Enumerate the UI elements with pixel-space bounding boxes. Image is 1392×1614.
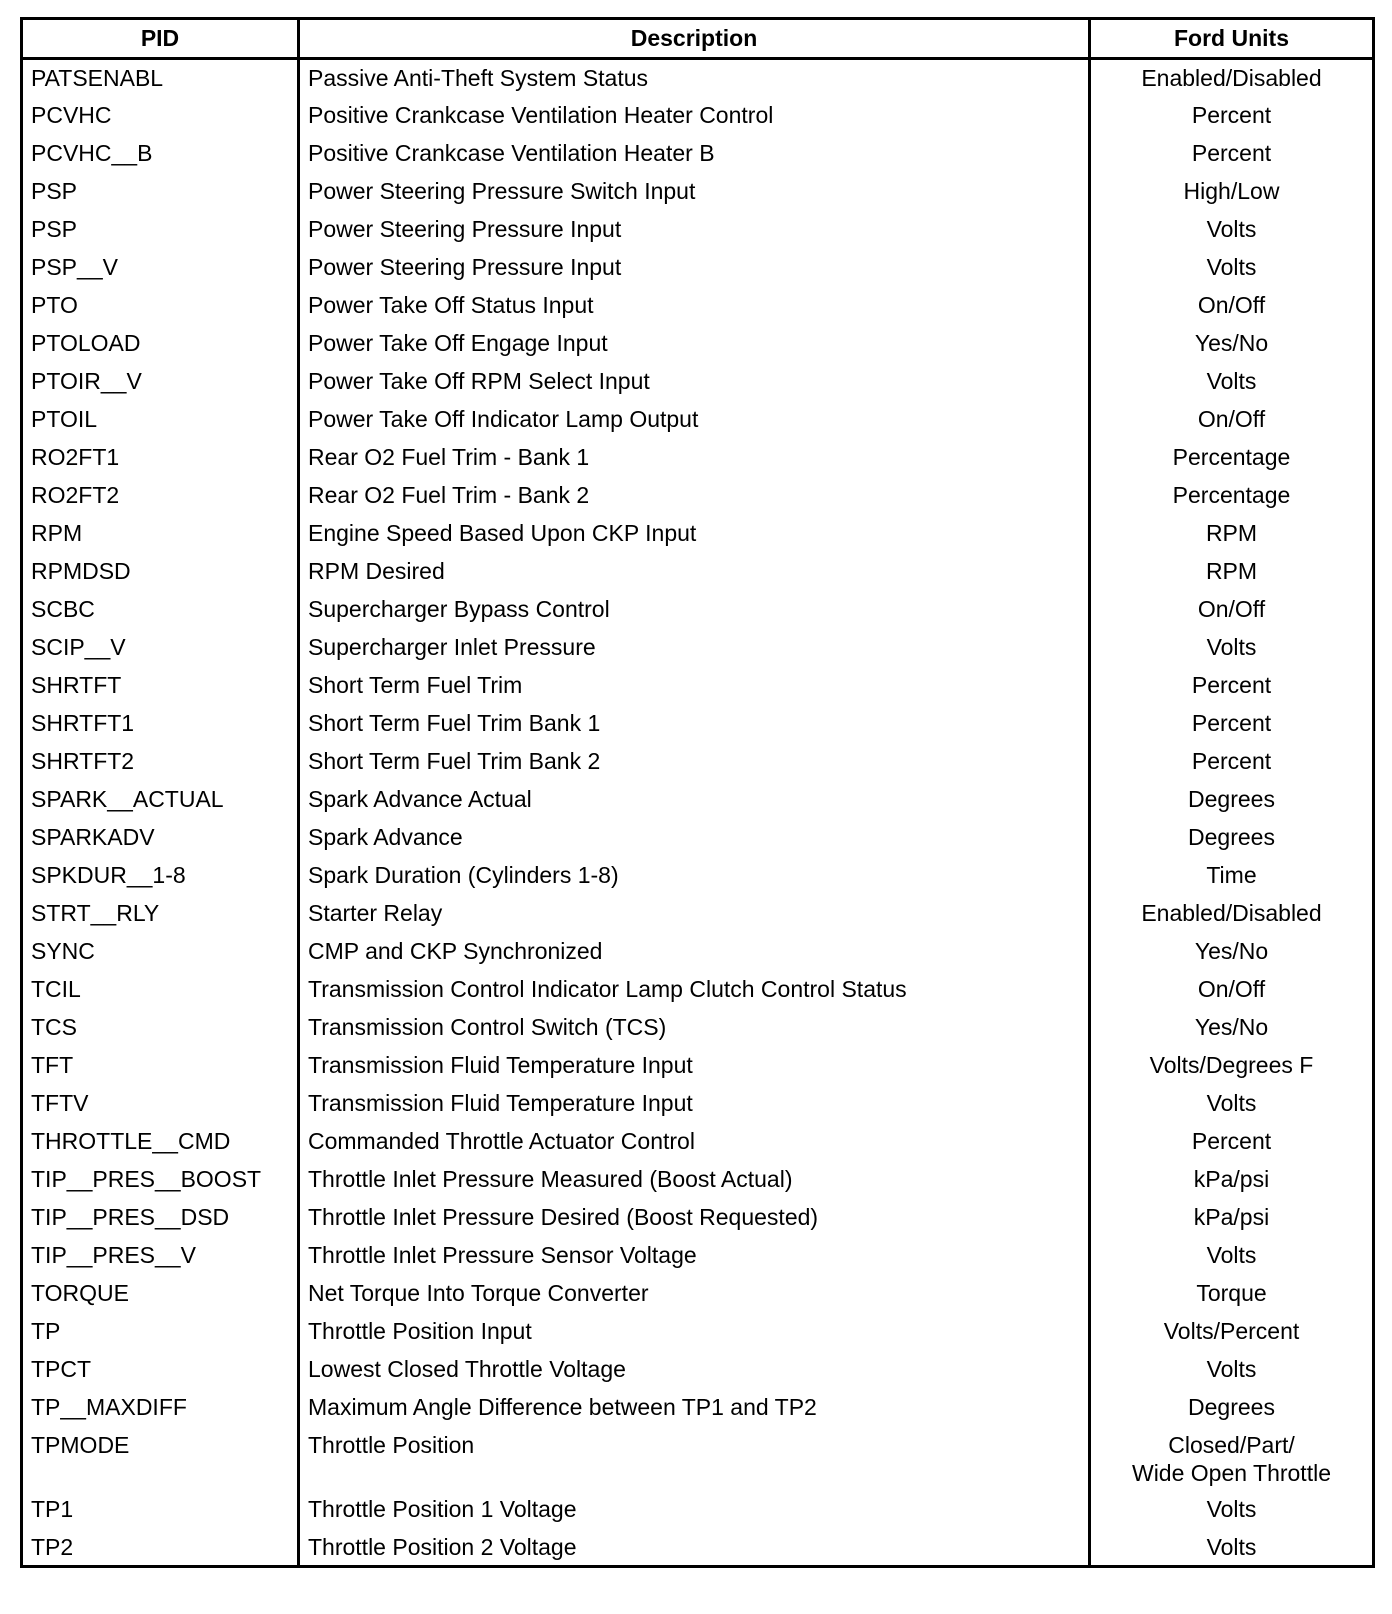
table-row — [22, 97, 1374, 135]
table-row — [22, 1199, 1374, 1237]
pid-table-sheet — [20, 17, 1372, 1568]
description-cell: Supercharger Bypass Control — [299, 591, 1090, 629]
description-cell: Throttle Position Input — [299, 1313, 1090, 1351]
description-cell: CMP and CKP Synchronized — [299, 933, 1090, 971]
units-cell: Volts/Percent — [1090, 1313, 1374, 1351]
units-cell: Volts — [1090, 1085, 1374, 1123]
pid-cell: RPMDSD — [22, 553, 299, 591]
table-row — [22, 173, 1374, 211]
pid-cell: RO2FT1 — [22, 439, 299, 477]
units-cell: Closed/Part/ Wide Open Throttle — [1090, 1427, 1374, 1491]
pid-cell: PSP__V — [22, 249, 299, 287]
table-row — [22, 363, 1374, 401]
units-cell: Percent — [1090, 667, 1374, 705]
units-cell: Volts — [1090, 629, 1374, 667]
table-row — [22, 439, 1374, 477]
pid-cell: TP__MAXDIFF — [22, 1389, 299, 1427]
table-row — [22, 1351, 1374, 1389]
table-row — [22, 1161, 1374, 1199]
units-cell: kPa/psi — [1090, 1161, 1374, 1199]
table-row — [22, 249, 1374, 287]
table-row — [22, 1427, 1374, 1491]
pid-cell: SYNC — [22, 933, 299, 971]
description-cell: Transmission Fluid Temperature Input — [299, 1085, 1090, 1123]
pid-cell: PATSENABL — [22, 59, 299, 97]
description-cell: Power Steering Pressure Input — [299, 249, 1090, 287]
units-cell: Time — [1090, 857, 1374, 895]
description-cell: Power Take Off Indicator Lamp Output — [299, 401, 1090, 439]
units-cell: Percent — [1090, 743, 1374, 781]
table-row — [22, 1009, 1374, 1047]
units-cell: Volts — [1090, 1351, 1374, 1389]
description-cell: Transmission Control Indicator Lamp Clutch Control Status — [299, 971, 1090, 1009]
description-cell: Spark Advance — [299, 819, 1090, 857]
description-cell: Throttle Inlet Pressure Desired (Boost Requested) — [299, 1199, 1090, 1237]
table-row — [22, 667, 1374, 705]
pid-cell: PSP — [22, 211, 299, 249]
pid-cell: SHRTFT2 — [22, 743, 299, 781]
pid-cell: SPKDUR__1-8 — [22, 857, 299, 895]
pid-cell: TFTV — [22, 1085, 299, 1123]
description-cell: Short Term Fuel Trim Bank 2 — [299, 743, 1090, 781]
table-row — [22, 781, 1374, 819]
units-cell: Volts — [1090, 1529, 1374, 1567]
table-row — [22, 1047, 1374, 1085]
units-cell: Enabled/Disabled — [1090, 895, 1374, 933]
pid-cell: TP2 — [22, 1529, 299, 1567]
pid-cell: SPARKADV — [22, 819, 299, 857]
pid-cell: TIP__PRES__V — [22, 1237, 299, 1275]
pid-cell: SCIP__V — [22, 629, 299, 667]
table-row — [22, 1085, 1374, 1123]
units-cell: Degrees — [1090, 1389, 1374, 1427]
pid-cell: PCVHC — [22, 97, 299, 135]
pid-cell: SHRTFT1 — [22, 705, 299, 743]
units-cell: RPM — [1090, 553, 1374, 591]
pid-cell: TPMODE — [22, 1427, 299, 1491]
table-row — [22, 325, 1374, 363]
pid-cell: SPARK__ACTUAL — [22, 781, 299, 819]
units-cell: Yes/No — [1090, 1009, 1374, 1047]
pid-cell: PTO — [22, 287, 299, 325]
table-row — [22, 287, 1374, 325]
pid-cell: TIP__PRES__DSD — [22, 1199, 299, 1237]
description-cell: Throttle Position 2 Voltage — [299, 1529, 1090, 1567]
pid-cell: TP — [22, 1313, 299, 1351]
pid-cell: RPM — [22, 515, 299, 553]
header-description: Description — [299, 19, 1090, 59]
pid-cell: TFT — [22, 1047, 299, 1085]
description-cell: Commanded Throttle Actuator Control — [299, 1123, 1090, 1161]
units-cell: Yes/No — [1090, 933, 1374, 971]
table-row — [22, 1237, 1374, 1275]
pid-cell: TORQUE — [22, 1275, 299, 1313]
units-cell: Percentage — [1090, 439, 1374, 477]
pid-cell: TCS — [22, 1009, 299, 1047]
table-row — [22, 477, 1374, 515]
units-cell: Degrees — [1090, 819, 1374, 857]
table-row — [22, 743, 1374, 781]
units-cell: Percent — [1090, 1123, 1374, 1161]
table-row — [22, 211, 1374, 249]
table-row — [22, 933, 1374, 971]
pid-cell: STRT__RLY — [22, 895, 299, 933]
table-row — [22, 59, 1374, 97]
description-cell: RPM Desired — [299, 553, 1090, 591]
table-row — [22, 401, 1374, 439]
description-cell: Throttle Inlet Pressure Sensor Voltage — [299, 1237, 1090, 1275]
units-cell: Volts — [1090, 1237, 1374, 1275]
description-cell: Spark Advance Actual — [299, 781, 1090, 819]
units-cell: On/Off — [1090, 401, 1374, 439]
description-cell: Throttle Position 1 Voltage — [299, 1491, 1090, 1529]
description-cell: Spark Duration (Cylinders 1-8) — [299, 857, 1090, 895]
description-cell: Supercharger Inlet Pressure — [299, 629, 1090, 667]
description-cell: Rear O2 Fuel Trim - Bank 1 — [299, 439, 1090, 477]
units-cell: Percent — [1090, 705, 1374, 743]
units-cell: Percent — [1090, 135, 1374, 173]
table-row — [22, 819, 1374, 857]
units-cell: RPM — [1090, 515, 1374, 553]
header-ford-units: Ford Units — [1090, 19, 1374, 59]
units-cell: Volts — [1090, 211, 1374, 249]
description-cell: Transmission Control Switch (TCS) — [299, 1009, 1090, 1047]
units-cell: Torque — [1090, 1275, 1374, 1313]
description-cell: Throttle Inlet Pressure Measured (Boost Actual) — [299, 1161, 1090, 1199]
table-row — [22, 553, 1374, 591]
units-cell: Volts/Degrees F — [1090, 1047, 1374, 1085]
units-cell: Yes/No — [1090, 325, 1374, 363]
table-row — [22, 1389, 1374, 1427]
units-cell: On/Off — [1090, 287, 1374, 325]
table-row — [22, 1529, 1374, 1567]
units-cell: Percent — [1090, 97, 1374, 135]
description-cell: Positive Crankcase Ventilation Heater Control — [299, 97, 1090, 135]
pid-cell: THROTTLE__CMD — [22, 1123, 299, 1161]
description-cell: Rear O2 Fuel Trim - Bank 2 — [299, 477, 1090, 515]
pid-cell: PTOIR__V — [22, 363, 299, 401]
units-cell: Enabled/Disabled — [1090, 59, 1374, 97]
pid-cell: SHRTFT — [22, 667, 299, 705]
table-body — [22, 59, 1374, 1567]
pid-cell: PCVHC__B — [22, 135, 299, 173]
description-cell: Lowest Closed Throttle Voltage — [299, 1351, 1090, 1389]
pid-cell: PSP — [22, 173, 299, 211]
units-cell: Volts — [1090, 249, 1374, 287]
table-row — [22, 857, 1374, 895]
units-cell: Percentage — [1090, 477, 1374, 515]
description-cell: Power Steering Pressure Switch Input — [299, 173, 1090, 211]
description-cell: Power Take Off Engage Input — [299, 325, 1090, 363]
table-row — [22, 705, 1374, 743]
description-cell: Transmission Fluid Temperature Input — [299, 1047, 1090, 1085]
pid-cell: SCBC — [22, 591, 299, 629]
description-cell: Positive Crankcase Ventilation Heater B — [299, 135, 1090, 173]
units-cell: Volts — [1090, 363, 1374, 401]
table-row — [22, 1313, 1374, 1351]
pid-cell: TIP__PRES__BOOST — [22, 1161, 299, 1199]
table-row — [22, 1275, 1374, 1313]
units-cell: High/Low — [1090, 173, 1374, 211]
pid-cell: PTOIL — [22, 401, 299, 439]
description-cell: Maximum Angle Difference between TP1 and TP2 — [299, 1389, 1090, 1427]
pid-cell: TCIL — [22, 971, 299, 1009]
pid-cell: RO2FT2 — [22, 477, 299, 515]
units-cell: Volts — [1090, 1491, 1374, 1529]
description-cell: Power Take Off Status Input — [299, 287, 1090, 325]
table-row — [22, 629, 1374, 667]
description-cell: Engine Speed Based Upon CKP Input — [299, 515, 1090, 553]
units-cell: On/Off — [1090, 971, 1374, 1009]
description-cell: Short Term Fuel Trim — [299, 667, 1090, 705]
description-cell: Net Torque Into Torque Converter — [299, 1275, 1090, 1313]
description-cell: Short Term Fuel Trim Bank 1 — [299, 705, 1090, 743]
description-cell: Starter Relay — [299, 895, 1090, 933]
table-row — [22, 1491, 1374, 1529]
header-pid: PID — [22, 19, 299, 59]
description-cell: Throttle Position — [299, 1427, 1090, 1491]
pid-table — [20, 17, 1375, 1568]
table-row — [22, 135, 1374, 173]
units-cell: kPa/psi — [1090, 1199, 1374, 1237]
description-cell: Passive Anti-Theft System Status — [299, 59, 1090, 97]
pid-cell: TPCT — [22, 1351, 299, 1389]
table-row — [22, 895, 1374, 933]
pid-cell: PTOLOAD — [22, 325, 299, 363]
description-cell: Power Steering Pressure Input — [299, 211, 1090, 249]
table-row — [22, 591, 1374, 629]
table-row — [22, 971, 1374, 1009]
pid-cell: TP1 — [22, 1491, 299, 1529]
table-row — [22, 515, 1374, 553]
table-row — [22, 1123, 1374, 1161]
units-cell: On/Off — [1090, 591, 1374, 629]
description-cell: Power Take Off RPM Select Input — [299, 363, 1090, 401]
units-cell: Degrees — [1090, 781, 1374, 819]
header-row — [22, 19, 1374, 59]
